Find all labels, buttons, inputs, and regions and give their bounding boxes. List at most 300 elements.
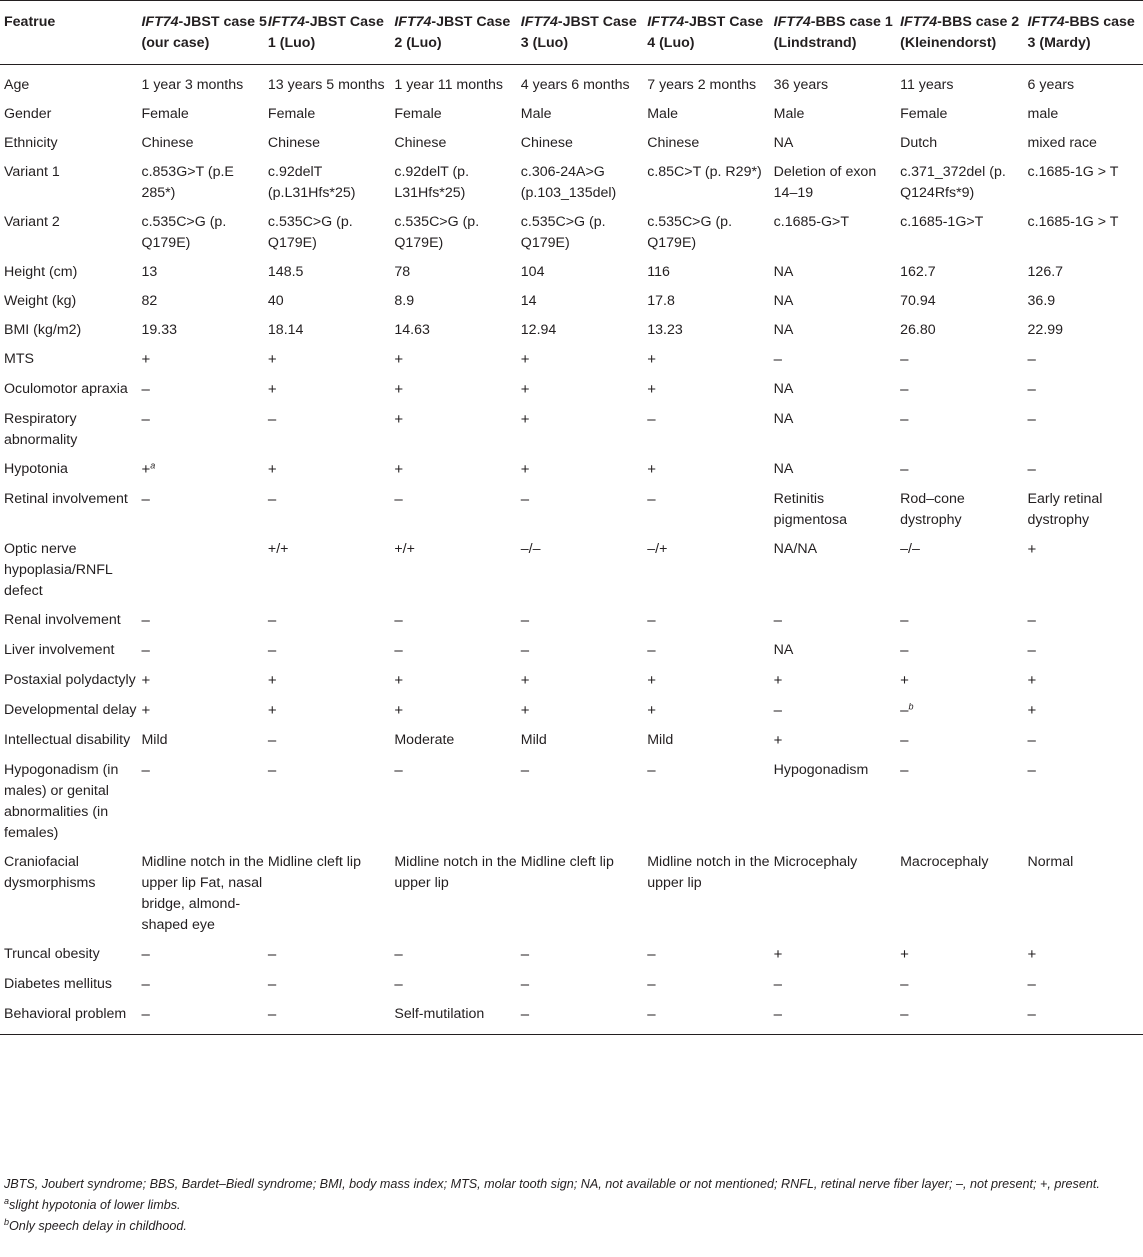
cell-value: Chinese: [520, 135, 573, 151]
cell-value: –: [773, 702, 783, 719]
cell-value: –: [900, 642, 909, 659]
cell-value: –: [1027, 642, 1036, 659]
table-cell: [1028, 158, 1143, 208]
cell-value: 36.9: [1027, 293, 1056, 309]
cell-value: –/–: [520, 541, 541, 557]
cell-value: Female: [267, 106, 316, 122]
table-cell: [521, 375, 647, 405]
row-label: BMI (kg/m2): [4, 322, 82, 338]
cell-value: Female: [141, 106, 189, 122]
cell-value: –: [773, 612, 783, 629]
table-cell: [774, 970, 900, 1000]
table-cell: [141, 666, 267, 696]
cell-value: –: [1027, 1006, 1036, 1023]
table-cell: [774, 696, 900, 726]
cell-value: –: [900, 381, 909, 398]
table-cell: [521, 666, 647, 696]
cell-value: –: [141, 411, 150, 428]
table-cell: [394, 258, 520, 287]
table-cell: [141, 940, 267, 970]
cell-value: +: [141, 672, 151, 689]
header-case-label: -BBS case 3 (Mardy): [1027, 14, 1135, 51]
cell-value: 6 years: [1027, 77, 1075, 93]
table-cell: [900, 158, 1027, 208]
table-cell: [394, 375, 520, 405]
table-cell: [521, 100, 647, 129]
table-cell: [521, 726, 647, 756]
table-row: [0, 375, 1143, 405]
footnote-abbreviations: JBTS, Joubert syndrome; BBS, Bardet–Biedl syndrome; BMI, body mass index; MTS, molar tooth sign; NA, not available or not mentioned; RNFL, retinal nerve fiber layer; –, not present; +, present.: [4, 1177, 1100, 1191]
row-label: Oculomotor apraxia: [4, 381, 128, 397]
row-label: Retinal involvement: [4, 491, 128, 507]
row-label: Developmental delay: [4, 702, 137, 718]
table-cell: [268, 636, 394, 666]
table-cell: [1028, 405, 1143, 455]
cell-value: 13: [141, 264, 158, 280]
footnote-a-mark: a: [4, 1195, 10, 1206]
cell-value: Male: [520, 106, 552, 122]
table-cell: [647, 158, 773, 208]
table-cell: [774, 666, 900, 696]
cell-value: 4 years 6 months: [520, 77, 630, 93]
footnote-a-text: slight hypotonia of lower limbs.: [9, 1198, 181, 1212]
table-row: [0, 606, 1143, 636]
cell-value: –: [647, 612, 656, 629]
cell-value: –: [1027, 411, 1036, 428]
header-gene-name: IFT74: [647, 14, 685, 30]
table-cell: [141, 375, 267, 405]
cell-value: +: [647, 351, 656, 368]
cell-value: mixed race: [1027, 135, 1097, 151]
cell-value: +: [267, 351, 277, 368]
table-cell: [394, 940, 520, 970]
cell-value: –: [267, 1006, 277, 1023]
cell-value: 26.80: [900, 322, 936, 338]
table-cell: [268, 485, 394, 535]
header-col-5: [647, 1, 773, 65]
row-label: Intellectual disability: [4, 732, 131, 748]
cell-value: +: [394, 672, 404, 689]
cell-value: +/+: [267, 541, 289, 557]
table-cell: [141, 1000, 267, 1035]
cell-value: NA: [773, 293, 794, 309]
cell-value: c.92delT (p.L31Hfs*25): [267, 164, 356, 201]
cell-value: –: [1027, 351, 1036, 368]
table-cell: [521, 636, 647, 666]
table-cell: [774, 375, 900, 405]
table-cell: [647, 375, 773, 405]
table-row: [0, 65, 1143, 101]
table-cell: [647, 129, 773, 158]
table-row: [0, 940, 1143, 970]
row-label: Variant 1: [4, 164, 60, 180]
table-cell: [1028, 848, 1143, 940]
cell-value: –: [900, 1006, 909, 1023]
table-cell: [1028, 287, 1143, 316]
cell-value: –: [520, 946, 530, 963]
cell-value: 8.9: [394, 293, 415, 309]
table-cell: [900, 726, 1027, 756]
footnote-a: [4, 1195, 1140, 1216]
table-cell: [521, 316, 647, 345]
cell-value: NA: [773, 381, 794, 397]
cell-value: –: [394, 612, 403, 629]
cell-value: c.1685-1G>T: [900, 214, 984, 230]
table-cell: [647, 848, 773, 940]
header-col-8: [1028, 1, 1143, 65]
cell-value: –/–: [900, 541, 920, 557]
table-cell: [1028, 1000, 1143, 1035]
cell-value: –: [900, 732, 909, 749]
header-case-label: -JBST Case 3 (Luo): [520, 14, 637, 51]
cell-value: –: [141, 612, 150, 629]
table-cell: [268, 258, 394, 287]
table-cell: [394, 726, 520, 756]
table-cell: [1028, 100, 1143, 129]
table-row: [0, 535, 1143, 606]
cell-value: 36 years: [773, 77, 829, 93]
table-cell: [774, 455, 900, 485]
cell-value: c.853G>T (p.E 285*): [141, 164, 234, 201]
table-cell: [647, 666, 773, 696]
table-cell: [521, 970, 647, 1000]
table-cell: [774, 485, 900, 535]
table-cell: [141, 606, 267, 636]
table-cell: [141, 756, 267, 848]
table-cell: [774, 636, 900, 666]
table-cell: [774, 158, 900, 208]
cell-value: NA: [773, 642, 794, 658]
cell-value: –: [141, 491, 150, 508]
table-row: [0, 485, 1143, 535]
cell-value: –: [1027, 976, 1036, 993]
cell-value: 14.63: [394, 322, 430, 338]
cell-value: c.535C>G (p. Q179E): [141, 214, 227, 251]
cell-value: Midline cleft lip: [520, 854, 614, 870]
table-cell: [647, 65, 773, 101]
table-cell: [141, 848, 267, 940]
table-row: [0, 129, 1143, 158]
table-cell: [141, 485, 267, 535]
cell-value: –: [900, 411, 909, 428]
table-cell: [647, 726, 773, 756]
footnote-b-text: Only speech delay in childhood.: [9, 1219, 187, 1233]
table-cell: [394, 316, 520, 345]
table-cell: [394, 100, 520, 129]
header-gene-name: IFT74: [900, 14, 938, 30]
cell-value: –: [394, 762, 403, 779]
header-col-1: [141, 1, 267, 65]
cell-value: –: [647, 411, 656, 428]
row-label: Hypogonadism (in males) or genital abnormalities (in females): [4, 762, 119, 841]
table-cell: [900, 756, 1027, 848]
cell-value: 126.7: [1027, 264, 1064, 280]
table-cell: [647, 345, 773, 375]
table-cell: [268, 287, 394, 316]
table-cell: [521, 756, 647, 848]
table-cell: [774, 848, 900, 940]
cell-value: –: [141, 1006, 150, 1023]
table-cell: [394, 129, 520, 158]
table-row: [0, 756, 1143, 848]
cell-value: –: [900, 976, 909, 993]
table-cell: [647, 970, 773, 1000]
header-case-label: -JBST Case 1 (Luo): [267, 14, 384, 51]
cell-value: Macrocephaly: [900, 854, 989, 870]
table-cell: [141, 100, 267, 129]
table-cell: [1028, 345, 1143, 375]
cell-value: NA: [773, 135, 794, 151]
table-cell: [900, 208, 1027, 258]
header-col-7: [900, 1, 1027, 65]
cell-value: –: [900, 702, 909, 719]
table-cell: [774, 606, 900, 636]
table-cell: [521, 696, 647, 726]
table-cell: [521, 129, 647, 158]
table-cell: [521, 345, 647, 375]
header-col-4: [521, 1, 647, 65]
cell-value: –: [267, 491, 277, 508]
cell-value: –: [773, 976, 783, 993]
header-case-label: -JBST case 5 (our case): [141, 14, 267, 51]
table-cell: [268, 606, 394, 636]
cell-value: +: [773, 946, 783, 963]
table-cell: [1028, 726, 1143, 756]
cell-value: +: [647, 672, 656, 689]
cell-value: Female: [394, 106, 442, 122]
cell-value: +: [1027, 702, 1037, 719]
cell-value: Chinese: [267, 135, 320, 151]
table-row: [0, 316, 1143, 345]
table-row: [0, 158, 1143, 208]
table-cell: [394, 158, 520, 208]
table-row: [0, 258, 1143, 287]
table-row: [0, 666, 1143, 696]
cell-value: NA: [773, 322, 794, 338]
table-cell: [394, 1000, 520, 1035]
table-cell: [268, 666, 394, 696]
cell-value: c.535C>G (p. Q179E): [267, 214, 353, 251]
table-cell: [647, 208, 773, 258]
header-feature: Featrue: [0, 1, 141, 65]
cell-value: 1 year 11 months: [394, 77, 503, 93]
cell-value: +: [1027, 672, 1037, 689]
table-cell: [268, 208, 394, 258]
table-cell: [521, 606, 647, 636]
cell-value: –: [647, 762, 656, 779]
header-case-label: -BBS case 1 (Lindstrand): [773, 14, 893, 51]
cell-value: –: [267, 411, 277, 428]
row-label: Optic nerve hypoplasia/RNFL defect: [4, 541, 113, 599]
cell-value: –: [773, 1006, 783, 1023]
table-cell: [774, 208, 900, 258]
table-cell: [141, 970, 267, 1000]
table-cell: [268, 375, 394, 405]
table-cell: [900, 696, 1027, 726]
header-case-label: -JBST Case 4 (Luo): [647, 14, 764, 51]
table-row: [0, 970, 1143, 1000]
table-cell: [900, 636, 1027, 666]
cell-value: +: [394, 381, 404, 398]
cell-value: Midline cleft lip: [267, 854, 361, 870]
cell-value: Moderate: [394, 732, 455, 748]
cell-value: –: [1027, 461, 1036, 478]
cell-value: Chinese: [394, 135, 447, 151]
table-cell: [774, 100, 900, 129]
row-label: Weight (kg): [4, 293, 77, 309]
table-cell: [774, 756, 900, 848]
cell-value: –/+: [647, 541, 668, 557]
table-cell: [647, 316, 773, 345]
cell-value: 19.33: [141, 322, 177, 338]
row-label: Age: [4, 77, 30, 93]
cell-value: +: [520, 461, 530, 478]
cell-value: –: [1027, 762, 1036, 779]
cell-value: +: [647, 381, 656, 398]
table-cell: [1028, 606, 1143, 636]
table-cell: [394, 756, 520, 848]
header-gene-name: IFT74: [141, 14, 179, 30]
cell-value: +: [267, 702, 277, 719]
table-cell: [774, 535, 900, 606]
table-cell: [647, 940, 773, 970]
table-cell: [521, 405, 647, 455]
cell-value: c.92delT (p. L31Hfs*25): [394, 164, 470, 201]
cell-value: +: [141, 461, 151, 478]
table-cell: [268, 696, 394, 726]
cell-value: +: [1027, 946, 1037, 963]
cell-value: 104: [520, 264, 545, 280]
table-cell: [900, 940, 1027, 970]
cell-value: +: [520, 702, 530, 719]
row-label: Truncal obesity: [4, 946, 100, 962]
table-cell: [774, 405, 900, 455]
table-cell: [394, 485, 520, 535]
header-col-6: [774, 1, 900, 65]
cell-value: –: [267, 976, 277, 993]
cell-value: –: [1027, 732, 1036, 749]
cell-value: –: [900, 351, 909, 368]
cell-value: +: [394, 702, 404, 719]
cell-value: –: [267, 642, 277, 659]
row-label: Craniofacial dysmorphisms: [4, 854, 96, 891]
table-cell: [141, 65, 267, 101]
cell-value: Female: [900, 106, 948, 122]
table-cell: [900, 1000, 1027, 1035]
table-cell: [774, 316, 900, 345]
cell-value: +: [267, 461, 277, 478]
table-cell: [268, 65, 394, 101]
cell-value: c.1685-1G > T: [1027, 164, 1119, 180]
table-cell: [900, 100, 1027, 129]
table-cell: [900, 485, 1027, 535]
table-body: [0, 65, 1143, 1035]
cell-value: +: [141, 702, 151, 719]
table-cell: [647, 405, 773, 455]
table-cell: [268, 100, 394, 129]
table-cell: [647, 485, 773, 535]
table-row: [0, 100, 1143, 129]
cell-value: c.535C>G (p. Q179E): [394, 214, 480, 251]
table-row: [0, 726, 1143, 756]
table-cell: [900, 258, 1027, 287]
table-cell: [1028, 970, 1143, 1000]
cell-value: c.1685-G>T: [773, 214, 849, 230]
table-cell: [774, 726, 900, 756]
table-cell: [1028, 636, 1143, 666]
table-cell: [394, 535, 520, 606]
cell-value: Hypogonadism: [773, 762, 869, 778]
table-cell: [521, 848, 647, 940]
cell-value: +: [900, 672, 909, 689]
cell-value: c.85C>T (p. R29*): [647, 164, 762, 180]
table-cell: [900, 375, 1027, 405]
table-cell: [1028, 485, 1143, 535]
table-cell: [647, 287, 773, 316]
cell-value: –: [647, 491, 656, 508]
header-gene-name: IFT74: [520, 14, 558, 30]
table-cell: [647, 1000, 773, 1035]
table-cell: [1028, 258, 1143, 287]
cell-value: 11 years: [900, 77, 954, 93]
cell-value: Midline notch in the upper lip: [647, 854, 770, 891]
table-row: [0, 405, 1143, 455]
table-cell: [268, 535, 394, 606]
header-gene-name: IFT74: [773, 14, 811, 30]
cell-value: +: [647, 702, 656, 719]
table-cell: [647, 455, 773, 485]
cell-value: –: [267, 946, 277, 963]
table-cell: [521, 208, 647, 258]
cell-value: 82: [141, 293, 158, 309]
footnote-marker: b: [908, 701, 914, 712]
cell-value: +/+: [394, 541, 415, 557]
table-cell: [1028, 208, 1143, 258]
cell-value: c.535C>G (p. Q179E): [647, 214, 733, 251]
cell-value: 70.94: [900, 293, 936, 309]
table-cell: [394, 696, 520, 726]
cell-value: +: [267, 672, 277, 689]
cell-value: +: [520, 351, 530, 368]
row-label: Diabetes mellitus: [4, 976, 113, 992]
table-cell: [900, 405, 1027, 455]
table-row: [0, 455, 1143, 485]
cell-value: +: [647, 461, 656, 478]
table-cell: [141, 158, 267, 208]
table-cell: [647, 696, 773, 726]
table-cell: [900, 65, 1027, 101]
cell-value: Retinitis pigmentosa: [773, 491, 848, 528]
table-row: [0, 696, 1143, 726]
cell-value: –: [647, 946, 656, 963]
table-cell: [900, 287, 1027, 316]
cell-value: Deletion of exon 14–19: [773, 164, 877, 201]
table-cell: [141, 287, 267, 316]
table-cell: [521, 535, 647, 606]
table-cell: [394, 970, 520, 1000]
cell-value: Male: [647, 106, 678, 122]
table-cell: [521, 158, 647, 208]
cell-value: –: [1027, 612, 1036, 629]
table-cell: [521, 940, 647, 970]
table-cell: [268, 848, 394, 940]
table-cell: [1028, 756, 1143, 848]
cell-value: +: [773, 672, 783, 689]
table-cell: [521, 287, 647, 316]
cell-value: male: [1027, 106, 1059, 122]
row-label: Respiratory abnormality: [4, 411, 78, 448]
table-cell: [141, 345, 267, 375]
